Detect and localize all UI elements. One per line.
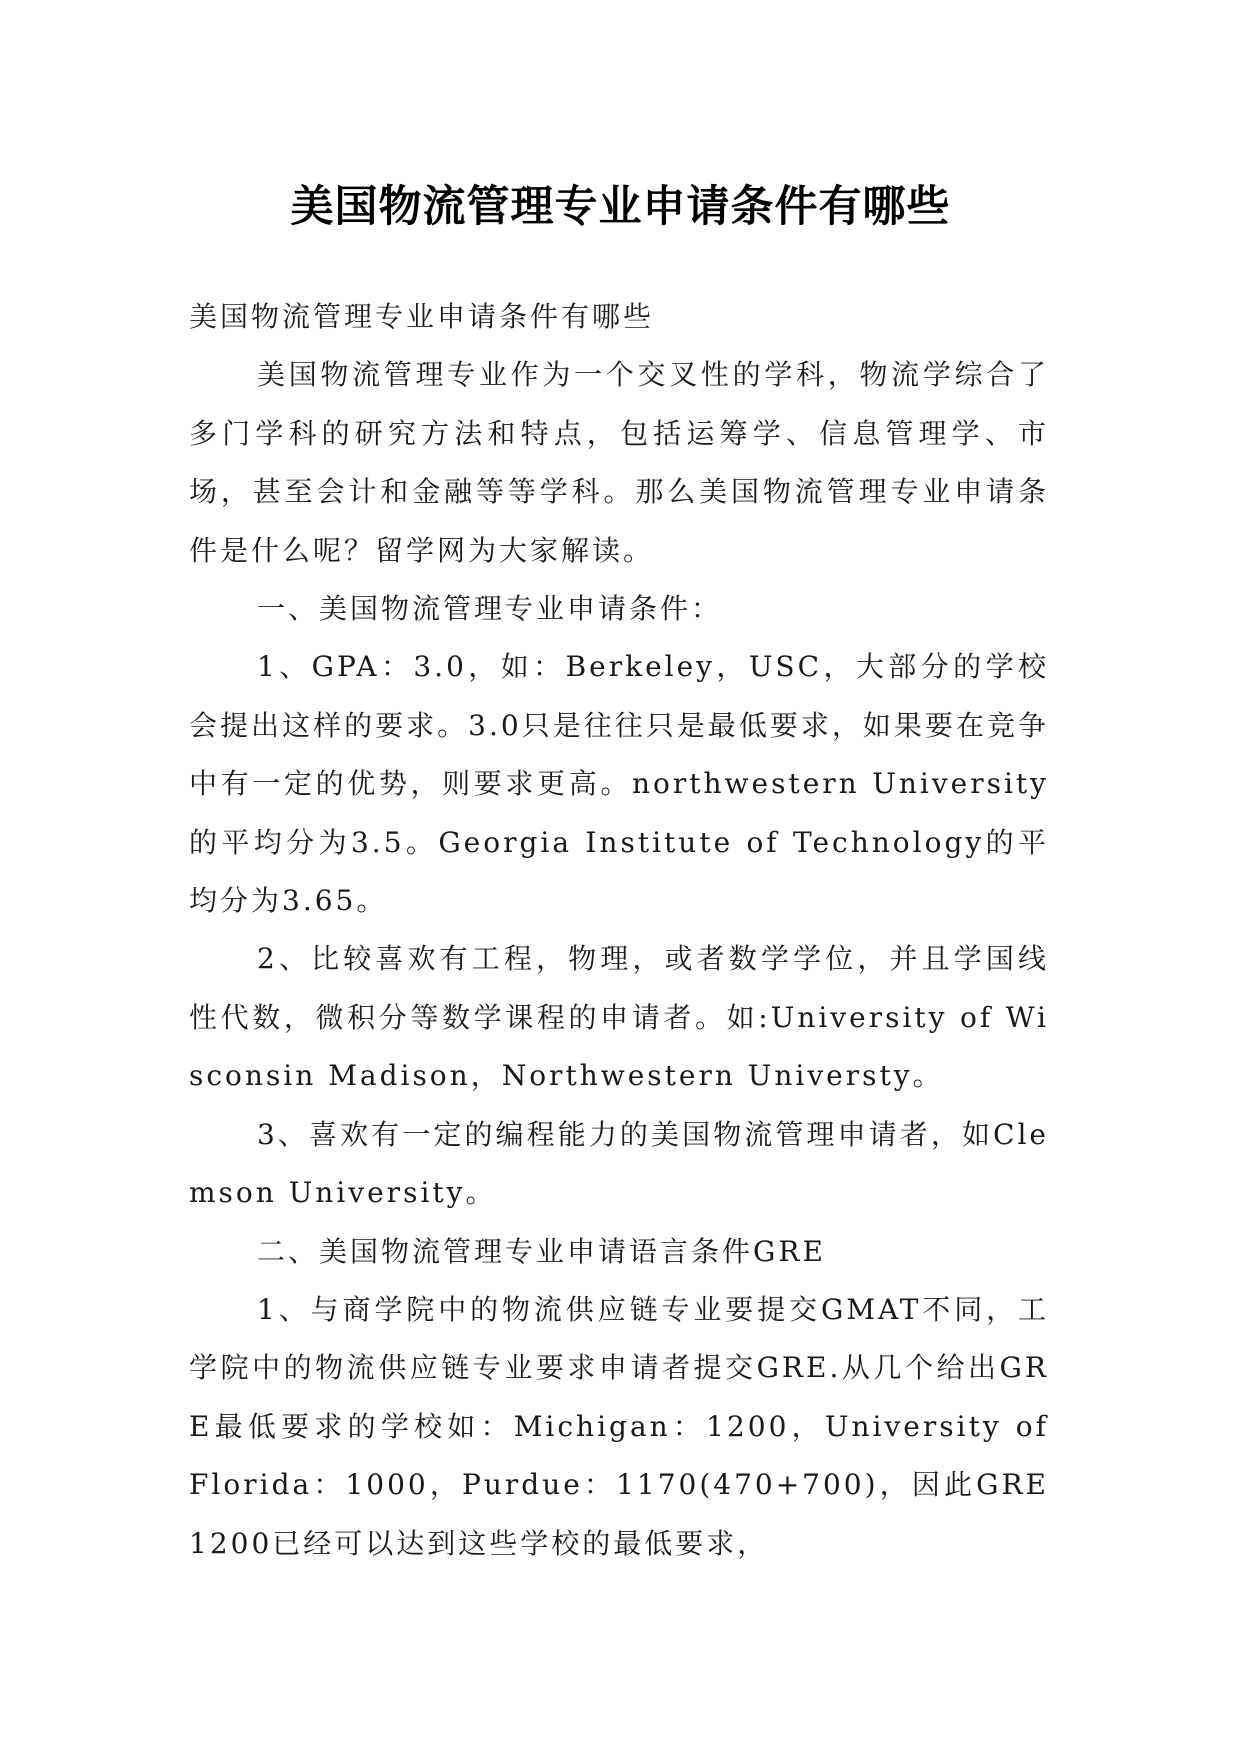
requirement-gre-paragraph: 1、与商学院中的物流供应链专业要提交GMAT不同，工学院中的物流供应链专业要求申请者提交GRE.从几个给出GRE最低要求的学校如：Michigan：1200，University of Florida：1000，Purdue：1170(470+700)，因此GRE1200已经可以达到这些学校的最低要求， xyxy=(189,1292,1049,1560)
section-heading-language: 二、美国物流管理专业申请语言条件GRE xyxy=(257,1234,826,1268)
requirement-gpa-paragraph: 1、GPA：3.0，如：Berkeley，USC，大部分的学校会提出这样的要求。3.0只是往往只是最低要求，如果要在竞争中有一定的优势，则要求更高。northwestern University的平均分为3.5。Georgia Institute of Technology的平均分为3.65。 xyxy=(189,650,1049,918)
requirement-programming-paragraph: 3、喜欢有一定的编程能力的美国物流管理申请者，如Clemson University。 xyxy=(189,1117,1049,1210)
document-body xyxy=(189,288,1049,1573)
section-heading-requirements: 一、美国物流管理专业申请条件： xyxy=(257,592,723,626)
document-title: 美国物流管理专业申请条件有哪些 xyxy=(290,181,951,232)
intro-paragraph: 美国物流管理专业作为一个交叉性的学科，物流学综合了多门学科的研究方法和特点，包括运筹学、信息管理学、市场，甚至会计和金融等等学科。那么美国物流管理专业申请条件是什么呢？留学网为大家解读。 xyxy=(189,358,1049,567)
requirement-degree-paragraph: 2、比较喜欢有工程，物理，或者数学学位，并且学国线性代数，微积分等数学课程的申请者。如:University of Wisconsin Madison，Northwestern Universty。 xyxy=(189,942,1049,1093)
subtitle-paragraph: 美国物流管理专业申请条件有哪些 xyxy=(189,300,655,333)
